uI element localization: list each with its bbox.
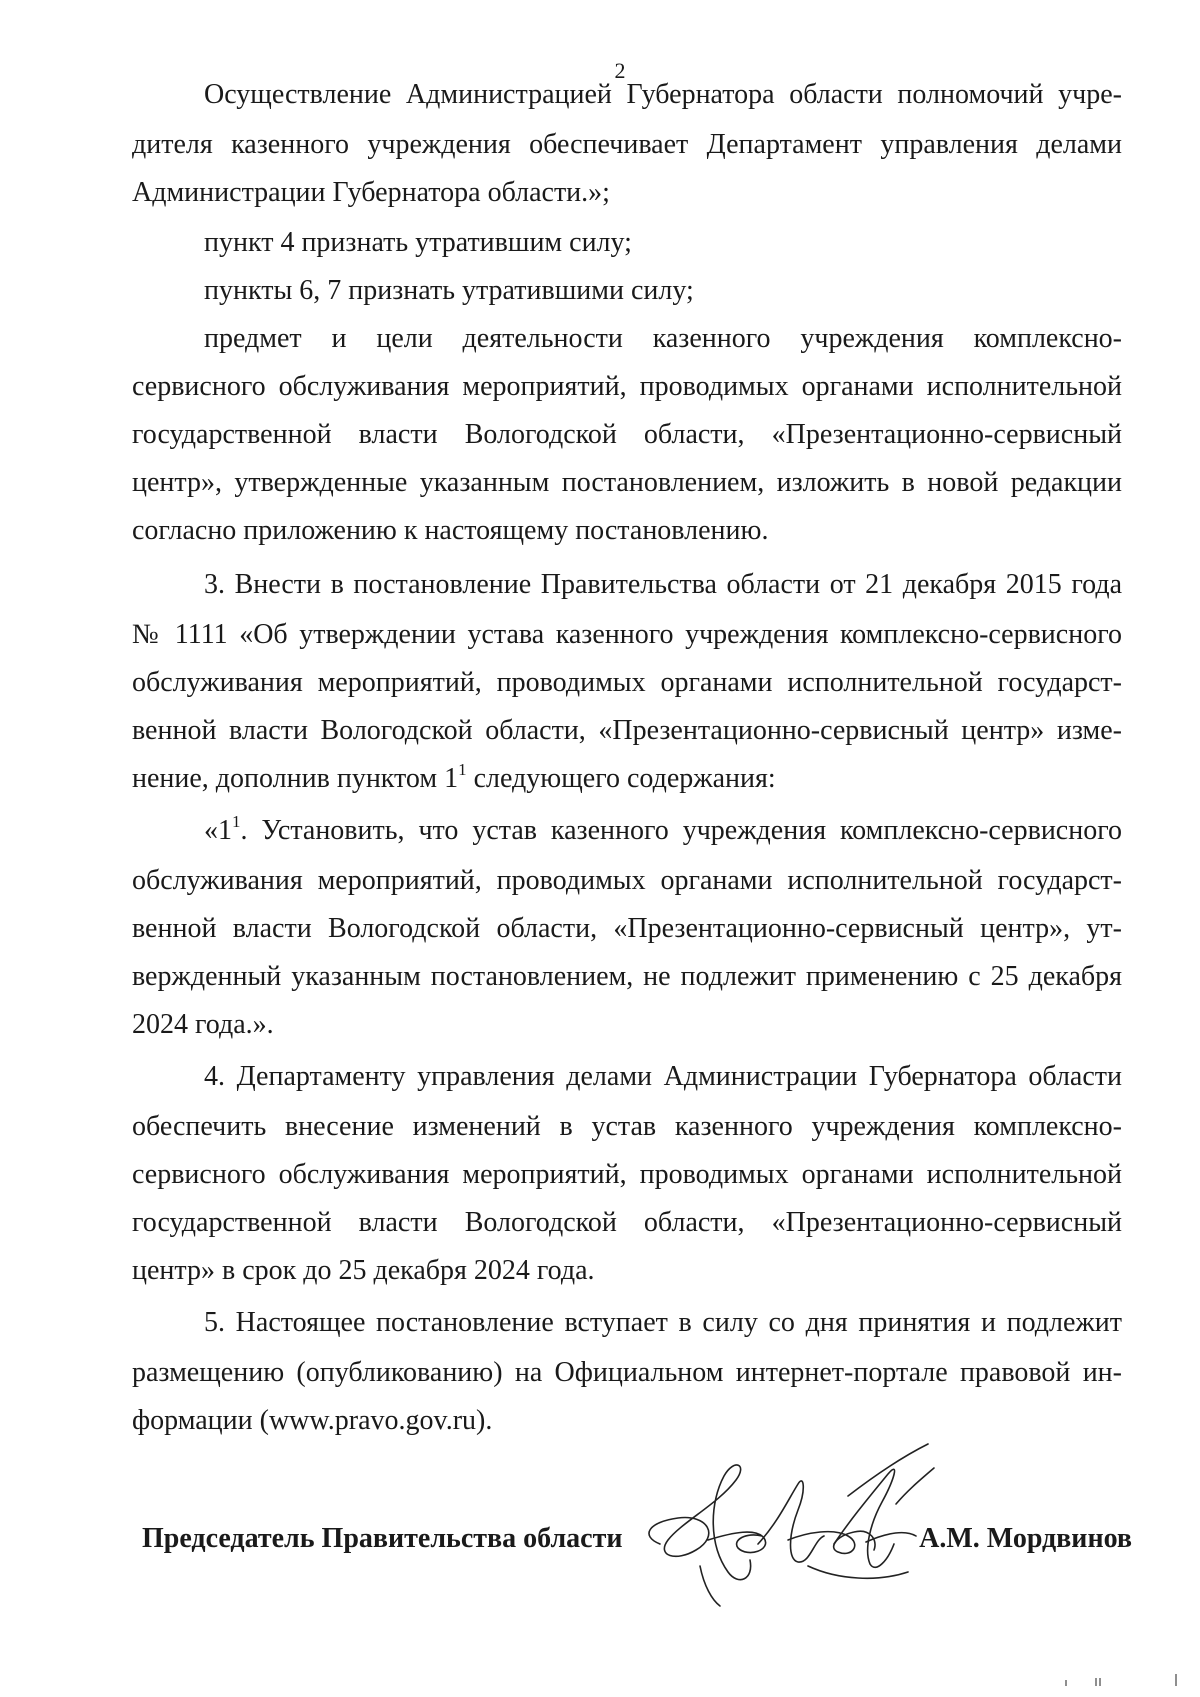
page-number: 2 (614, 58, 626, 83)
signature-icon (638, 1440, 958, 1610)
text-line: размещению (опубликованию) на Официальном интернет-портале правовой ин- (132, 1357, 1122, 1388)
text-line: Администрации Губернатора области.»; (132, 177, 610, 208)
superscript: 1 (458, 760, 467, 779)
superscript: 1 (232, 812, 241, 831)
text-line: формации (www.pravo.gov.ru). (132, 1405, 493, 1436)
text-line: 4. Департаменту управления делами Администрации Губернатора области (204, 1061, 1122, 1092)
text-line: предмет и цели деятельности казенного учреждения комплексно- (204, 323, 1122, 354)
text-line: государственной власти Вологодской области, «Презентационно-сервисный (132, 419, 1122, 450)
text-line: Осуществление Администрацией Губернатора области полномочий учре- (204, 79, 1122, 110)
text-line: обслуживания мероприятий, проводимых органами исполнительной государст- (132, 667, 1122, 698)
text-line: сервисного обслуживания мероприятий, проводимых органами исполнительной (132, 1159, 1122, 1190)
text-line: венной власти Вологодской области, «Презентационно-сервисный центр» изме- (132, 715, 1122, 746)
text-line: дителя казенного учреждения обеспечивает Департамент управления делами (132, 129, 1122, 160)
text-line: нение, дополнив пунктом $1^1$ следующего содержания: (132, 760, 776, 794)
text-line: обслуживания мероприятий, проводимых органами исполнительной государст- (132, 865, 1122, 896)
text-line: согласно приложению к настоящему постановлению. (132, 515, 769, 546)
text-line: венной власти Вологодской области, «Презентационно-сервисный центр», ут- (132, 913, 1122, 944)
text-line: «$1^1$. Установить, что устав казенного учреждения комплексно-сервисного (204, 812, 1122, 846)
text-line: сервисного обслуживания мероприятий, проводимых органами исполнительной (132, 371, 1122, 402)
text-line: центр», утвержденные указанным постановлением, изложить в новой редакции (132, 467, 1122, 498)
scan-artifact-icon (1060, 1668, 1180, 1688)
text-line: центр» в срок до 25 декабря 2024 года. (132, 1255, 595, 1286)
text-line: вержденный указанным постановлением, не подлежит применению с 25 декабря (132, 961, 1122, 992)
text-line: 5. Настоящее постановление вступает в силу со дня принятия и подлежит (204, 1307, 1122, 1338)
text-line: государственной власти Вологодской области, «Презентационно-сервисный (132, 1207, 1122, 1238)
signatory-name: А.М. Мордвинов (919, 1523, 1132, 1554)
text-line: 2024 года.». (132, 1009, 274, 1040)
text-line: 3. Внести в постановление Правительства области от 21 декабря 2015 года (204, 569, 1122, 600)
text-line: № 1111 «Об утверждении устава казенного учреждения комплексно-сервисного (132, 619, 1122, 650)
text-line: пункт 4 признать утратившим силу; (204, 227, 632, 258)
signatory-position: Председатель Правительства области (142, 1523, 623, 1554)
text-line: пункты 6, 7 признать утратившими силу; (204, 275, 694, 306)
text-line: обеспечить внесение изменений в устав казенного учреждения комплексно- (132, 1111, 1122, 1142)
